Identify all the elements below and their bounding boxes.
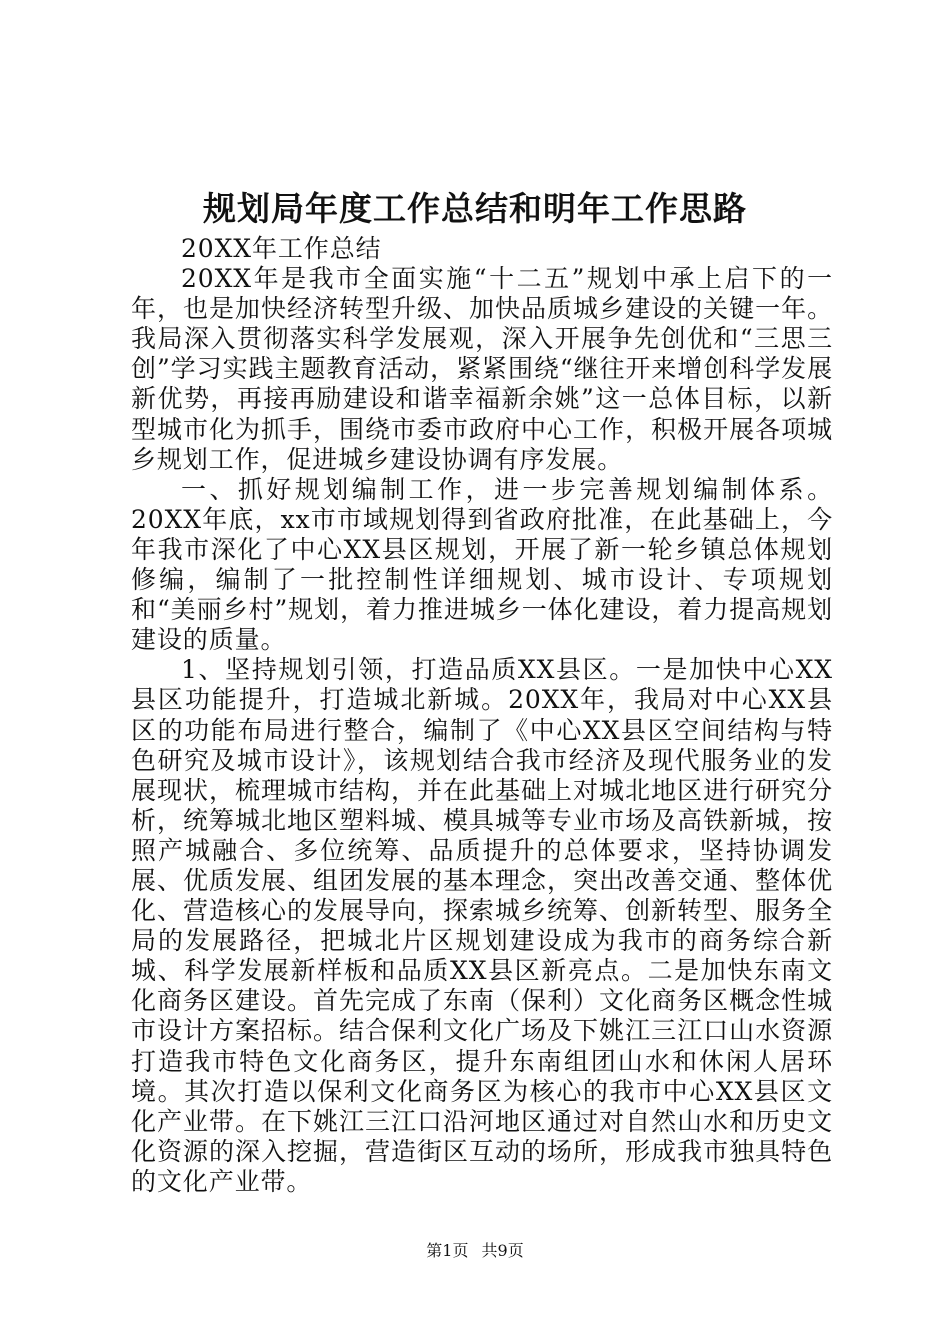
document-body	[131, 234, 833, 1197]
document-title: 规划局年度工作总结和明年工作思路	[203, 189, 747, 228]
section-heading: 20XX年工作总结	[181, 234, 382, 263]
page-footer	[0, 1240, 950, 1262]
page-total: 共9页	[481, 1241, 524, 1260]
body-paragraph: 1、坚持规划引领，打造品质XX县区。一是加快中心XX县区功能提升，打造城北新城。20XX年，我局对中心XX县区的功能布局进行整合，编制了《中心XX县区空间结构与特色研究及城市设计》，该规划结合我市经济及现代服务业的发展现状，梳理城市结构，并在此基础上对城北地区进行研究分析，统筹城北地区塑料城、模具城等专业市场及高铁新城，按照产城融合、多位统筹、品质提升的总体要求，坚持协调发展、优质发展、组团发展的基本理念，突出改善交通、整体优化、营造核心的发展导向，探索城乡统筹、创新转型、服务全局的发展路径，把城北片区规划建设成为我市的商务综合新城、科学发展新样板和品质XX县区新亮点。二是加快东南文化商务区建设。首先完成了东南（保利）文化商务区概念性城市设计方案招标。结合保利文化广场及下姚江三江口山水资源打造我市特色文化商务区，提升东南组团山水和休闲人居环境。其次打造以保利文化商务区为核心的我市中心XX县区文化产业带。在下姚江三江口沿河地区通过对自然山水和历史文化资源的深入挖掘，营造街区互动的场所，形成我市独具特色的文化产业带。	[131, 655, 833, 1196]
page-number: 第1页	[426, 1241, 469, 1260]
body-paragraph: 20XX年是我市全面实施“十二五”规划中承上启下的一年，也是加快经济转型升级、加快品质城乡建设的关键一年。我局深入贯彻落实科学发展观，深入开展争先创优和“三思三创”学习实践主题教育活动，紧紧围绕“继往开来增创科学发展新优势，再接再励建设和谐幸福新余姚”这一总体目标，以新型城市化为抓手，围绕市委市政府中心工作，积极开展各项城乡规划工作，促进城乡建设协调有序发展。	[131, 264, 833, 474]
body-paragraph: 一、抓好规划编制工作，进一步完善规划编制体系。20XX年底，xx市市域规划得到省政府批准，在此基础上，今年我市深化了中心XX县区规划，开展了新一轮乡镇总体规划修编，编制了一批控制性详细规划、城市设计、专项规划和“美丽乡村”规划，着力推进城乡一体化建设，着力提高规划建设的质量。	[131, 474, 833, 655]
